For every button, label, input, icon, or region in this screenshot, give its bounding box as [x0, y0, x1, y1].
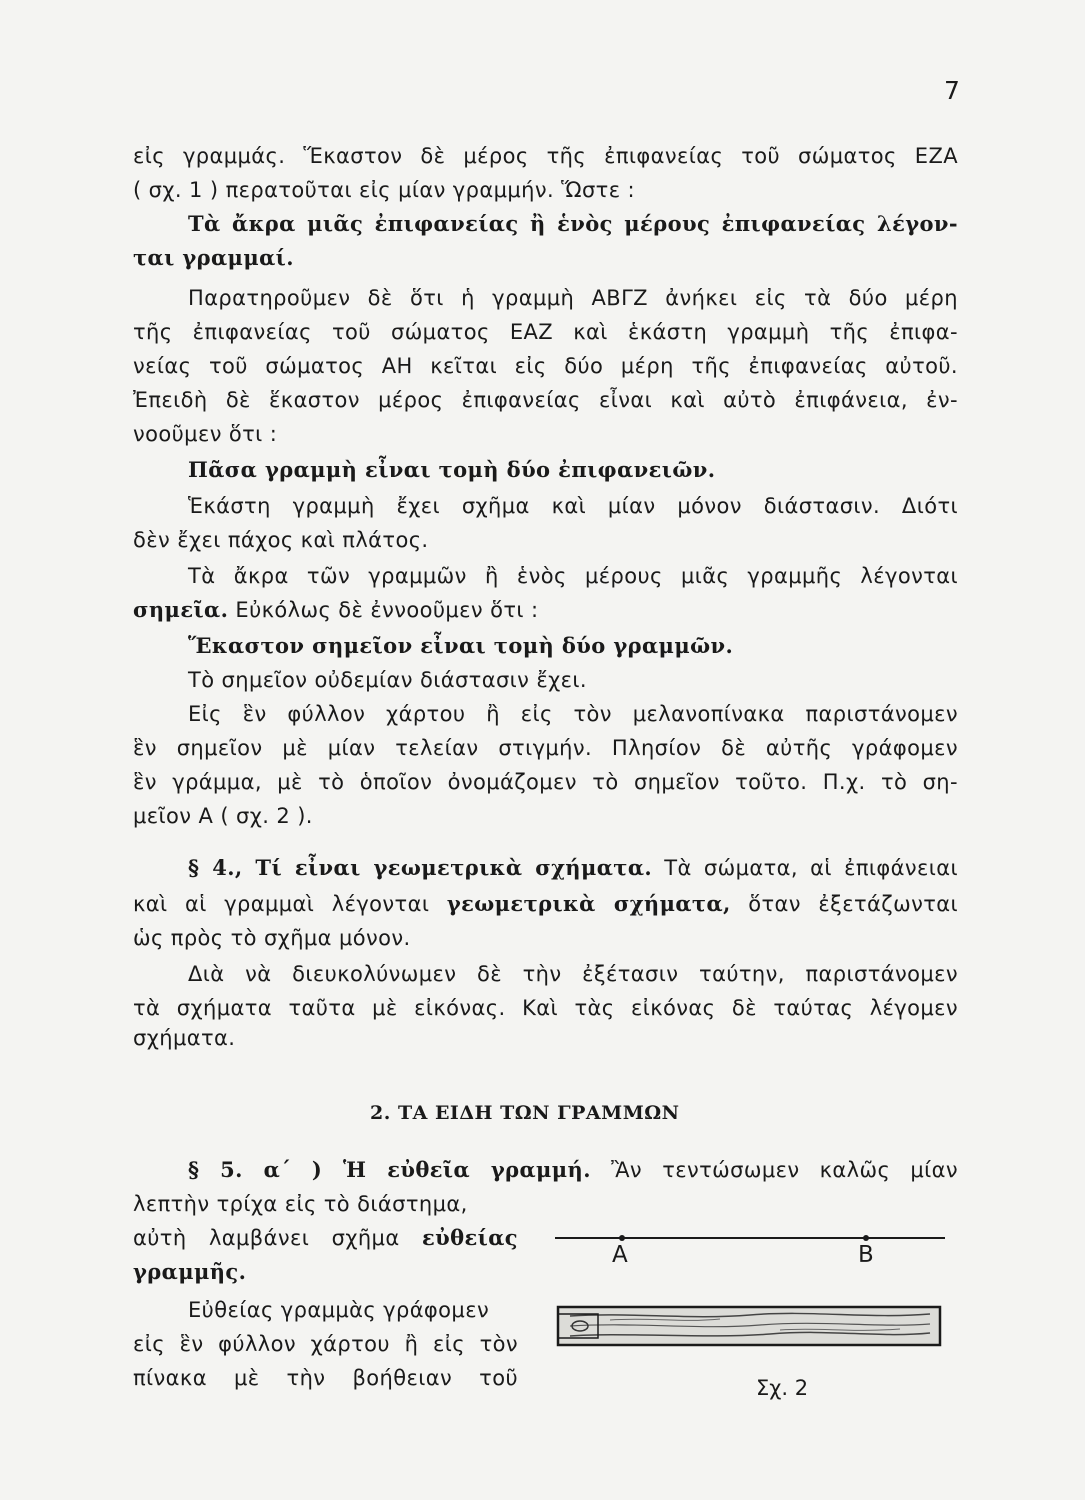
text-span: ὅταν ἐξετάζωνται: [730, 892, 958, 916]
section-heading: 2. ΤΑ ΕΙΔΗ ΤΩΝ ΓΡΑΜΜΩΝ: [370, 1102, 680, 1124]
bold-definition: Τὰ ἄκρα μιᾶς ἐπιφανείας ἢ ἑνὸς μέρους ἐπιφανείας λέγον-: [188, 211, 958, 236]
text-line: μεῖον Α ( σχ. 2 ).: [133, 804, 313, 828]
bold-definition: Ἕκαστον σημεῖον εἶναι τομὴ δύο γραμμῶν.: [188, 633, 734, 658]
text-line: Εὐθείας γραμμὰς γράφομεν: [188, 1298, 490, 1322]
text-line: Εἰς ἓν φύλλον χάρτου ἢ εἰς τὸν μελανοπίνακα παριστάνομεν: [188, 702, 958, 726]
text-line: ( σχ. 1 ) περατοῦται εἰς μίαν γραμμήν. Ὥστε :: [133, 178, 635, 202]
straight-line-diagram: [550, 1220, 950, 1420]
point-b-label: Β: [858, 1242, 874, 1268]
figure-caption: Σχ. 2: [756, 1376, 809, 1400]
text-line: [133, 596, 958, 624]
text-line: Τὰ ἄκρα τῶν γραμμῶν ἢ ἑνὸς μέρους μιᾶς γραμμῆς λέγονται: [188, 564, 958, 588]
text-line: [133, 890, 958, 918]
text-line: Παρατηροῦμεν δὲ ὅτι ἡ γραμμὴ ΑΒΓΖ ἀνήκει εἰς τὰ δύο μέρη: [188, 286, 958, 310]
bold-term: γραμμῆς.: [133, 1259, 247, 1284]
text-line: Διὰ νὰ διευκολύνωμεν δὲ τὴν ἐξέτασιν ταύτην, παριστάνομεν: [188, 962, 958, 986]
figure-2: [550, 1220, 950, 1420]
section-5-title: § 5. α΄ ) Ἡ εὐθεῖα γραμμή.: [188, 1157, 591, 1182]
point-a-dot: [619, 1235, 625, 1241]
bold-definition: Πᾶσα γραμμὴ εἶναι τομὴ δύο ἐπιφανειῶν.: [188, 457, 716, 482]
section-4-line: [188, 854, 958, 882]
section-5-line: [188, 1156, 958, 1184]
point-b-dot: [863, 1235, 869, 1241]
text-line: εἰς γραμμάς. Ἕκαστον δὲ μέρος τῆς ἐπιφανείας τοῦ σώματος ΕΖΑ: [133, 144, 958, 168]
text-line: ὡς πρὸς τὸ σχῆμα μόνον.: [133, 926, 411, 950]
text-line: ἓν γράμμα, μὲ τὸ ὁποῖον ὀνομάζομεν τὸ σημεῖον τοῦτο. Π.χ. τὸ ση-: [133, 770, 958, 794]
text-line: τῆς ἐπιφανείας τοῦ σώματος ΕΑΖ καὶ ἑκάστη γραμμὴ τῆς ἐπιφα-: [133, 320, 958, 344]
text-span: αὐτὴ λαμβάνει σχῆμα: [133, 1226, 422, 1250]
section-4-title: § 4., Τί εἶναι γεωμετρικὰ σχήματα.: [188, 855, 653, 880]
text-line: λεπτὴν τρίχα εἰς τὸ διάστημα,: [133, 1192, 468, 1216]
text-line: τὰ σχήματα ταῦτα μὲ εἰκόνας. Καὶ τὰς εἰκόνας δὲ ταύτας λέγομεν: [133, 996, 958, 1020]
page-number: 7: [944, 76, 960, 105]
text-line: πίνακα μὲ τὴν βοήθειαν τοῦ: [133, 1366, 518, 1390]
text-line: Ἐπειδὴ δὲ ἕκαστον μέρος ἐπιφανείας εἶναι καὶ αὐτὸ ἐπιφάνεια, ἐν-: [133, 388, 958, 412]
text-line: Ἑκάστη γραμμὴ ἔχει σχῆμα καὶ μίαν μόνον διάστασιν. Διότι: [188, 494, 958, 518]
text-span: Τὰ σώματα, αἱ ἐπιφάνειαι: [652, 856, 959, 880]
bold-term: γεωμετρικὰ σχήματα,: [446, 891, 731, 916]
text-line: [133, 1224, 518, 1252]
bold-term: σημεῖα.: [133, 597, 229, 622]
text-line: ἓν σημεῖον μὲ μίαν τελείαν στιγμήν. Πλησίον δὲ αὐτῆς γράφομεν: [133, 736, 958, 760]
text-span: Ἂν τεντώσωμεν καλῶς μίαν: [590, 1158, 958, 1182]
text-line: νοοῦμεν ὅτι :: [133, 422, 278, 446]
text-line: σχήματα.: [133, 1026, 236, 1050]
text-line: εἰς ἓν φύλλον χάρτου ἢ εἰς τὸν: [133, 1332, 518, 1356]
text-line: δὲν ἔχει πάχος καὶ πλάτος.: [133, 528, 429, 552]
bold-term: εὐθείας: [421, 1225, 518, 1250]
ruler-icon: [558, 1307, 940, 1345]
text-line: Τὸ σημεῖον οὐδεμίαν διάστασιν ἔχει.: [188, 668, 587, 692]
text-span: Εὐκόλως δὲ ἐννοοῦμεν ὅτι :: [228, 598, 539, 622]
text-line: νείας τοῦ σώματος ΑΗ κεῖται εἰς δύο μέρη τῆς ἐπιφανείας αὐτοῦ.: [133, 354, 958, 378]
text-span: καὶ αἱ γραμμαὶ λέγονται: [133, 892, 447, 916]
bold-definition: ται γραμμαί.: [133, 245, 294, 270]
point-a-label: Α: [612, 1242, 628, 1268]
